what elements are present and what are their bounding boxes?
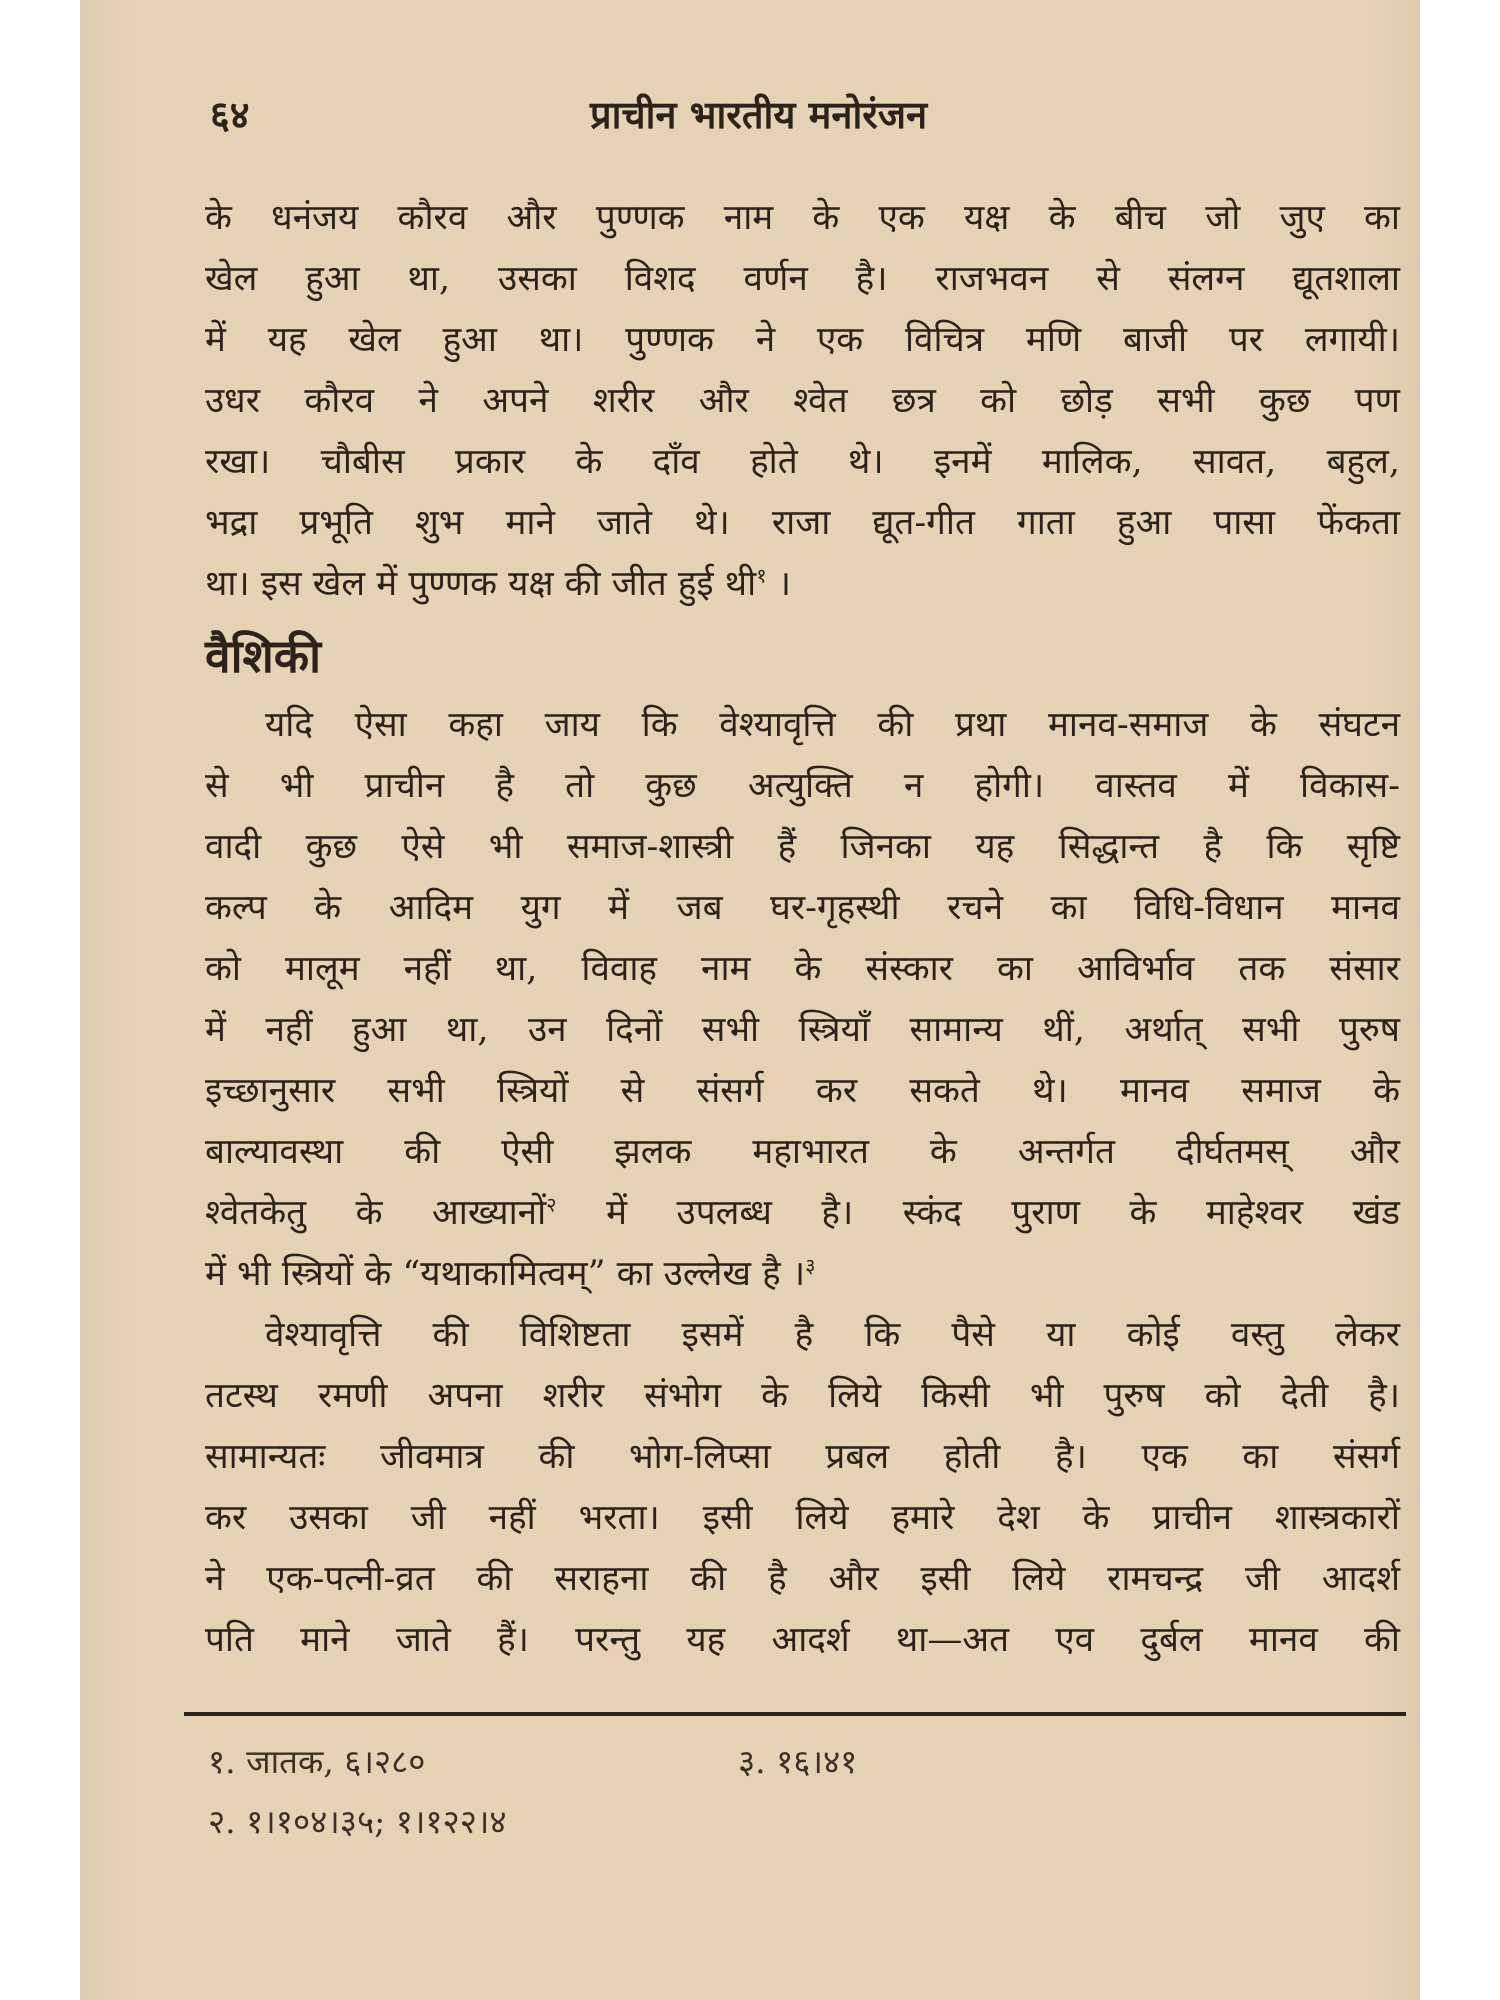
page-number: ६४ (210, 92, 250, 137)
footnote-ref: १ (756, 563, 767, 588)
text-line: खेल हुआ था, उसका विशद वर्णन है। राजभवन से संलग्न द्यूतशाला (205, 259, 1400, 299)
text-line: पति माने जाते हैं। परन्तु यह आदर्श था—अत एव दुर्बल मानव की (205, 1620, 1400, 1660)
text-line: वादी कुछ ऐसे भी समाज-शास्त्री हैं जिनका यह सिद्धान्त है कि सृष्टि (205, 827, 1400, 867)
section-heading: वैशिकी (205, 629, 322, 683)
text-line: तटस्थ रमणी अपना शरीर संभोग के लिये किसी भी पुरुष को देती है। (205, 1376, 1400, 1416)
text-line: रखा। चौबीस प्रकार के दाँव होते थे। इनमें मालिक, सावत, बहुल, (205, 442, 1400, 482)
text-line: से भी प्राचीन है तो कुछ अत्युक्ति न होगी। वास्तव में विकास- (205, 766, 1400, 806)
text-line: इच्छानुसार सभी स्त्रियों से संसर्ग कर सकते थे। मानव समाज के (205, 1071, 1400, 1111)
text-line-tail: । (766, 564, 791, 604)
footnote-ref: ३ (805, 1253, 816, 1278)
text-line-content: में उपलब्ध है। स्कंद पुराण के माहेश्वर खंड (556, 1193, 1400, 1233)
text-line (205, 1183, 1400, 1244)
text-line: वेश्यावृत्ति की विशिष्टता इसमें है कि पैसे या कोई वस्तु लेकर (265, 1315, 1400, 1355)
page-header (210, 88, 1390, 148)
text-line: को मालूम नहीं था, विवाह नाम के संस्कार का आविर्भाव तक संसार (205, 949, 1400, 989)
text-line: यदि ऐसा कहा जाय कि वेश्यावृत्ति की प्रथा मानव-समाज के संघटन (265, 705, 1400, 745)
text-line: में नहीं हुआ था, उन दिनों सभी स्त्रियाँ सामान्य थीं, अर्थात् सभी पुरुष (205, 1010, 1400, 1050)
text-line-content: में भी स्त्रियों के “यथाकामित्वम्” का उल्लेख है । (205, 1254, 806, 1294)
text-line: में यह खेल हुआ था। पुण्णक ने एक विचित्र मणि बाजी पर लगायी। (205, 320, 1400, 360)
text-line: कल्प के आदिम युग में जब घर-गृहस्थी रचने का विधि-विधान मानव (205, 888, 1400, 928)
footnote-3: ३. १६।४१ (738, 1742, 858, 1781)
text-line: उधर कौरव ने अपने शरीर और श्वेत छत्र को छोड़ सभी कुछ पण (205, 381, 1400, 421)
text-line: ने एक-पत्नी-व्रत की सराहना की है और इसी लिये रामचन्द्र जी आदर्श (205, 1559, 1400, 1599)
book-page (80, 0, 1420, 2000)
footnote-1: १. जातक, ६।२८० (208, 1742, 426, 1781)
text-line: भद्रा प्रभूति शुभ माने जाते थे। राजा द्यूत-गीत गाता हुआ पासा फेंकता (205, 503, 1400, 543)
text-line (205, 1244, 1400, 1305)
page-body (205, 188, 1400, 1671)
footnote-ref: २ (546, 1192, 557, 1217)
text-line (205, 554, 1400, 615)
footnote-2: २. १।१०४।३५; १।१२२।४ (208, 1802, 507, 1841)
running-title: प्राचीन भारतीय मनोरंजन (590, 92, 928, 137)
text-line-content: श्वेतकेतु के आख्यानों (205, 1193, 547, 1233)
text-line: के धनंजय कौरव और पुण्णक नाम के एक यक्ष के बीच जो जुए का (205, 198, 1400, 238)
footnote-divider (184, 1712, 1406, 1716)
text-line: कर उसका जी नहीं भरता। इसी लिये हमारे देश के प्राचीन शास्त्रकारों (205, 1498, 1400, 1538)
text-line: सामान्यतः जीवमात्र की भोग-लिप्सा प्रबल होती है। एक का संसर्ग (205, 1437, 1400, 1477)
text-line: बाल्यावस्था की ऐसी झलक महाभारत के अन्तर्गत दीर्घतमस् और (205, 1132, 1400, 1172)
text-line-content: था। इस खेल में पुण्णक यक्ष की जीत हुई थी (205, 564, 757, 604)
